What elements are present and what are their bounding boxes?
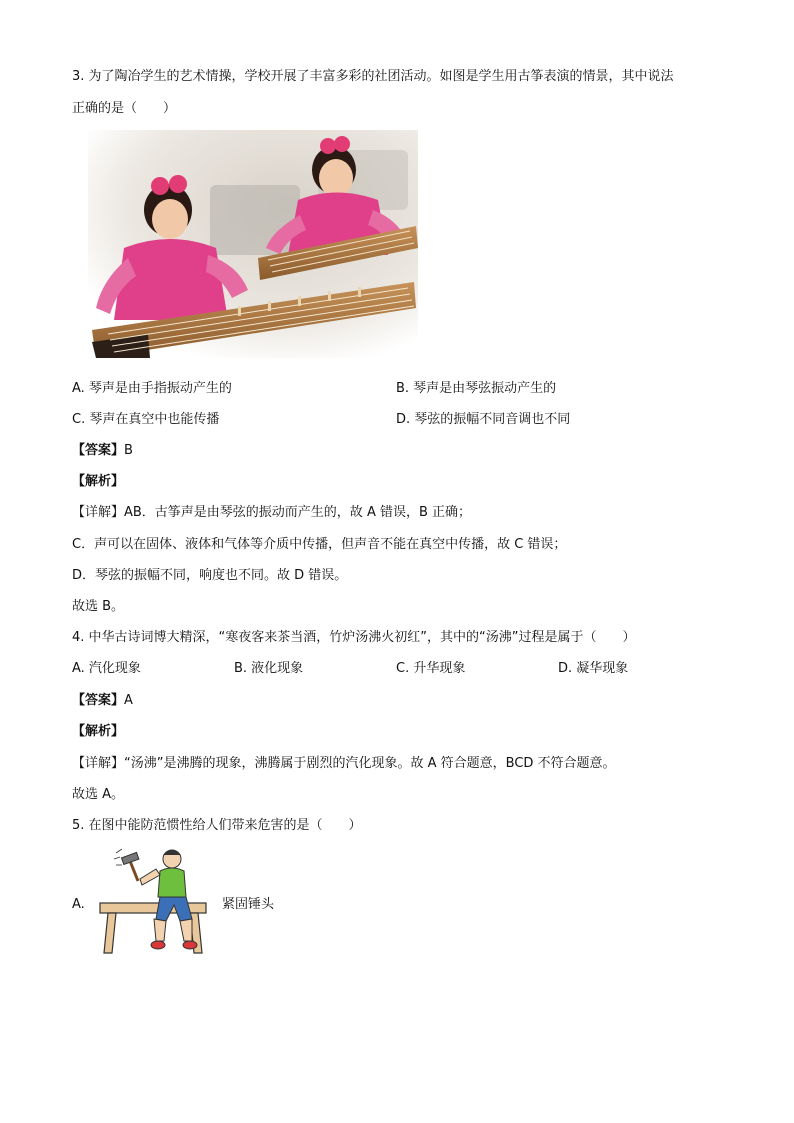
q3-stem-line1: 3. 为了陶冶学生的艺术情操，学校开展了丰富多彩的社团活动。如图是学生用古筝表演的情景，其中说法 — [72, 69, 674, 84]
q5-option-a-text: 紧固锤头 — [222, 897, 275, 912]
q3-analysis-label: 【解析】 — [72, 474, 125, 489]
q3-option-d: D. 琴弦的振幅不同音调也不同 — [396, 412, 571, 427]
q3-conclusion: 故选 B。 — [72, 599, 125, 614]
q3-answer-label: 【答案】 — [72, 443, 125, 458]
q5-stem: 5. 在图中能防范惯性给人们带来危害的是（ ） — [72, 818, 362, 833]
q5-option-a-letter: A. — [72, 897, 85, 912]
q3-option-a: A. 琴声是由手指振动产生的 — [72, 381, 232, 396]
q4-answer — [72, 692, 133, 710]
q3-stem-line2: 正确的是（ ） — [72, 101, 177, 116]
q4-option-c: C. 升华现象 — [396, 661, 466, 676]
q4-answer-value: A — [124, 693, 133, 708]
q4-option-b: B. 液化现象 — [234, 661, 304, 676]
q4-analysis-label: 【解析】 — [72, 724, 125, 739]
q4-answer-label: 【答案】 — [72, 693, 125, 708]
q3-answer — [72, 442, 133, 460]
q3-detail-line1: 【详解】AB．古筝声是由琴弦的振动而产生的，故 A 错误，B 正确； — [72, 505, 472, 520]
q3-detail-line3: D．琴弦的振幅不同，响度也不同。故 D 错误。 — [72, 568, 348, 583]
q3-option-b: B. 琴声是由琴弦振动产生的 — [396, 381, 557, 396]
guzheng-performance-photo — [88, 130, 418, 358]
q4-stem: 4. 中华古诗词博大精深，“寒夜客来茶当酒，竹炉汤沸火初红”，其中的“汤沸”过程是属于（ ） — [72, 630, 636, 645]
q3-option-c: C. 琴声在真空中也能传播 — [72, 412, 220, 427]
man-hammering-bench-illustration — [94, 845, 212, 957]
q3-answer-value: B — [124, 443, 133, 458]
q3-detail-line2: C．声可以在固体、液体和气体等介质中传播，但声音不能在真空中传播，故 C 错误； — [72, 537, 567, 552]
q4-detail-line1: 【详解】“汤沸”是沸腾的现象，沸腾属于剧烈的汽化现象。故 A 符合题意，BCD 不符合题意。 — [72, 756, 616, 771]
q4-option-a: A. 汽化现象 — [72, 661, 141, 676]
q4-option-d: D. 凝华现象 — [558, 661, 629, 676]
q4-conclusion: 故选 A。 — [72, 787, 125, 802]
